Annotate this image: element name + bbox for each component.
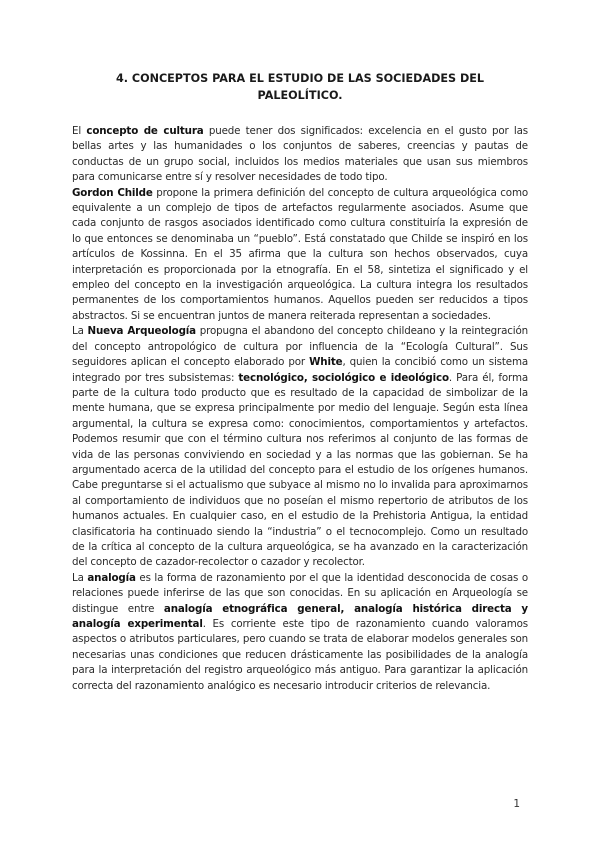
text-run: propone la primera definición del concepto de cultura arqueológica como equivalente a un complejo de tipos de artefactos regularmente asociados. Asume que cada conjunto de rasgos asociados identificado como cultura constituiría la expresión de lo que entonces se denominaba un “pueblo”. Está constatado que Childe se inspiró en los artículos de Kossinna. En el 35 afirma que la cultura son hechos observados, cuya interpretación es proporcionada por la etnografía. En el 58, sintetiza el significado y el empleo del concepto en la investigación arqueológica. La cultura integra los resultados permanentes de los comportamientos humanos. Aquellos pueden ser reducidos a tipos abstractos. Si se encuentran juntos de manera reiterada representan a sociedades. bbox=[72, 186, 528, 322]
paragraph-nueva-arqueologia bbox=[72, 324, 528, 571]
bold-term: analogía etnográfica general, analogía histórica directa y analogía experimental bbox=[72, 602, 528, 630]
text-run: propugna el abandono del concepto childeano y la reintegración del concepto antropológico de cultura por influencia de la “Ecología Cultural”. Sus seguidores aplican el concepto elaborado por bbox=[72, 325, 529, 369]
bold-term: tecnológico, sociológico e ideológico bbox=[238, 371, 449, 384]
paragraph-childe bbox=[72, 186, 528, 325]
bold-term: White bbox=[309, 356, 343, 369]
text-run: , quien la concibió como un sistema integrado por tres subsistemas: bbox=[72, 356, 528, 384]
bold-term: concepto de cultura bbox=[86, 125, 204, 137]
bold-term: Gordon Childe bbox=[72, 186, 153, 199]
text-run: El bbox=[72, 125, 87, 137]
paragraph-cultura bbox=[72, 124, 528, 186]
text-run: La bbox=[72, 571, 88, 584]
text-run: . Es corriente este tipo de razonamiento cuando valoramos aspectos o atributos particulares, pero cuando se trata de elaborar modelos generales son necesarias unas condiciones que reducen drásticamente las posibilidades de la analogía para la interpretación del registro arqueológico más antiguo. Para garantizar la aplicación correcta del razonamiento analógico es necesario introducir criterios de relevancia. bbox=[72, 618, 528, 692]
bold-term: Nueva Arqueología bbox=[87, 325, 196, 338]
text-run: La bbox=[72, 325, 88, 338]
text-run: . Para él, forma parte de la cultura todo producto que es resultado de la capacidad de simbolizar de la mente humana, que se expresa principalmente por medio del lenguaje. Según esta línea argumental, la cultura se expresa como: conocimientos, comportamientos y artefactos. Podemos resumir que con el término cultura nos referimos al conjunto de las formas de vida de las personas conviviendo en sociedad y a las normas que las gobiernan. Se ha argumentado acerca de la utilidad del concepto para el estudio de los orígenes humanos. Cabe preguntarse si el actualismo que subyace al mismo no lo invalida para aproximarnos al comportamiento de individuos que no poseían el mismo repertorio de atributos de los humanos actuales. En cualquier caso, en el estudio de la Prehistoria Antigua, la entidad clasificatoria ha continuado siendo la “industria” o el tecnocomplejo. Como un resultado de la crítica al concepto de la cultura arqueológica, se ha avanzado en la caracterización del concepto de cazador-recolector o cazador y recolector. bbox=[72, 371, 528, 569]
section-title: 4. CONCEPTOS PARA EL ESTUDIO DE LAS SOCIEDADES DEL PALEOLÍTICO. bbox=[115, 72, 485, 102]
page-number: 1 bbox=[513, 798, 520, 810]
document-body bbox=[72, 124, 528, 694]
text-run: es la forma de razonamiento por el que la identidad desconocida de cosas o relaciones puede inferirse de las que son conocidas. En su aplicación en Arqueología se distingue entre bbox=[72, 571, 528, 615]
bold-term: analogía bbox=[87, 571, 136, 584]
paragraph-analogia bbox=[72, 571, 528, 694]
text-run: puede tener dos significados: excelencia en el gusto por las bellas artes y las humanidades o los conjuntos de saberes, creencias y pautas de conductas de un grupo social, incluidos los medios materiales que usan sus miembros para comunicarse entre sí y resolver necesidades de todo tipo. bbox=[72, 125, 528, 184]
